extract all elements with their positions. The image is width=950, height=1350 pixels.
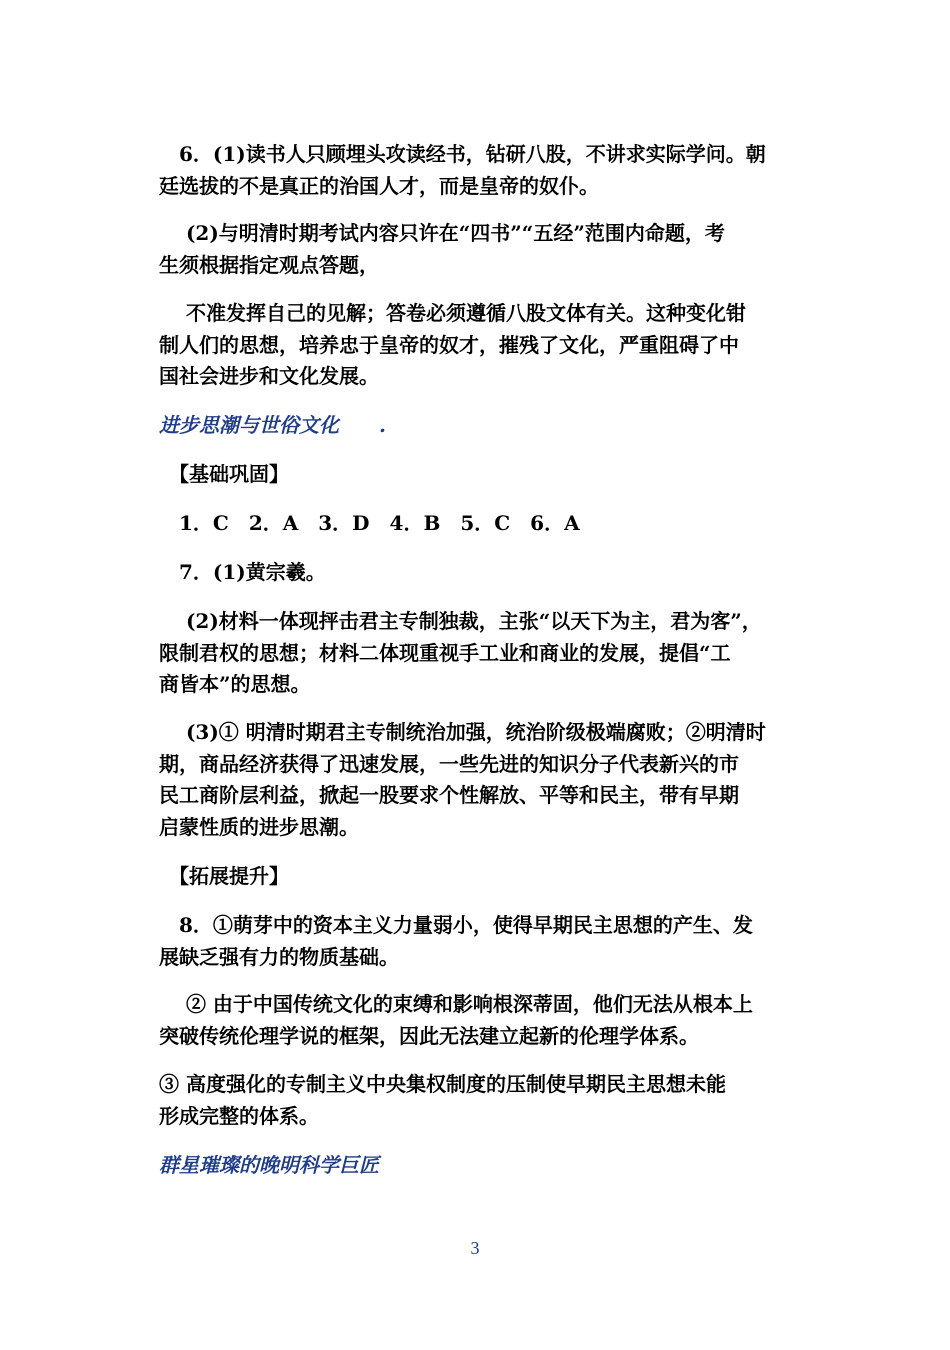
text-line: ③ 高度强化的专制主义中央集权制度的压制使早期民主思想未能 bbox=[159, 1072, 726, 1096]
section-heading-progressive-thought: 进步思潮与世俗文化 . bbox=[159, 413, 386, 437]
text-line: 国社会进步和文化发展。 bbox=[159, 364, 379, 388]
text-line: 启蒙性质的进步思潮。 bbox=[159, 814, 359, 839]
multiple-choice-answers: 1．C 2．A 3．D 4．B 5．C 6．A bbox=[159, 511, 580, 535]
text-line: (3)① 明清时期君主专制统治加强，统治阶级极端腐败；②明清时 bbox=[159, 720, 766, 744]
text-line: 形成完整的体系。 bbox=[159, 1103, 319, 1128]
answer-6-part-1 bbox=[159, 139, 799, 202]
subheading-basic-consolidation: 【基础巩固】 bbox=[159, 462, 289, 486]
text-line: 限制君权的思想；材料二体现重视手工业和商业的发展，提倡“工 bbox=[159, 640, 731, 665]
text-line: ② 由于中国传统文化的束缚和影响根深蒂固，他们无法从根本上 bbox=[159, 992, 753, 1016]
text-line: 制人们的思想，培养忠于皇帝的奴才，摧残了文化，严重阻碍了中 bbox=[159, 332, 739, 357]
text-line: (2)与明清时期考试内容只许在“四书”“五经”范围内命题，考 bbox=[159, 221, 725, 245]
text-line: 民工商阶层利益，掀起一股要求个性解放、平等和民主，带有早期 bbox=[159, 783, 739, 807]
text-line: 生须根据指定观点答题， bbox=[159, 252, 379, 277]
text-line: 廷选拔的不是真正的治国人才，而是皇帝的奴仆。 bbox=[159, 173, 599, 198]
text-line: 不准发挥自己的见解；答卷必须遵循八股文体有关。这种变化钳 bbox=[159, 301, 746, 325]
answer-7-part-3 bbox=[159, 717, 799, 843]
text-line: 8．①萌芽中的资本主义力量弱小，使得早期民主思想的产生、发 bbox=[159, 913, 753, 937]
answer-8-point-2 bbox=[159, 989, 799, 1052]
answer-7-part-2 bbox=[159, 606, 799, 701]
answer-8-point-3 bbox=[159, 1069, 799, 1132]
text-line: 6．(1)读书人只顾埋头攻读经书，钻研八股，不讲求实际学问。朝 bbox=[159, 142, 766, 166]
text-line: 商皆本”的思想。 bbox=[159, 672, 311, 696]
answer-8-point-1 bbox=[159, 910, 799, 973]
text-line: 期，商品经济获得了迅速发展，一些先进的知识分子代表新兴的市 bbox=[159, 751, 739, 776]
section-heading-late-ming-science: 群星璀璨的晚明科学巨匠 bbox=[159, 1153, 379, 1177]
answer-6-continuation bbox=[159, 298, 799, 393]
answer-7-part-1: 7．(1)黄宗羲。 bbox=[159, 560, 326, 584]
text-line: 展缺乏强有力的物质基础。 bbox=[159, 944, 399, 969]
page-number: 3 bbox=[470, 1238, 480, 1258]
answer-6-part-2 bbox=[159, 218, 799, 281]
text-line: 突破传统伦理学说的框架，因此无法建立起新的伦理学体系。 bbox=[159, 1023, 699, 1048]
text-line: (2)材料一体现抨击君主专制独裁，主张“以天下为主，君为客”， bbox=[159, 609, 762, 633]
subheading-extension: 【拓展提升】 bbox=[159, 864, 289, 888]
